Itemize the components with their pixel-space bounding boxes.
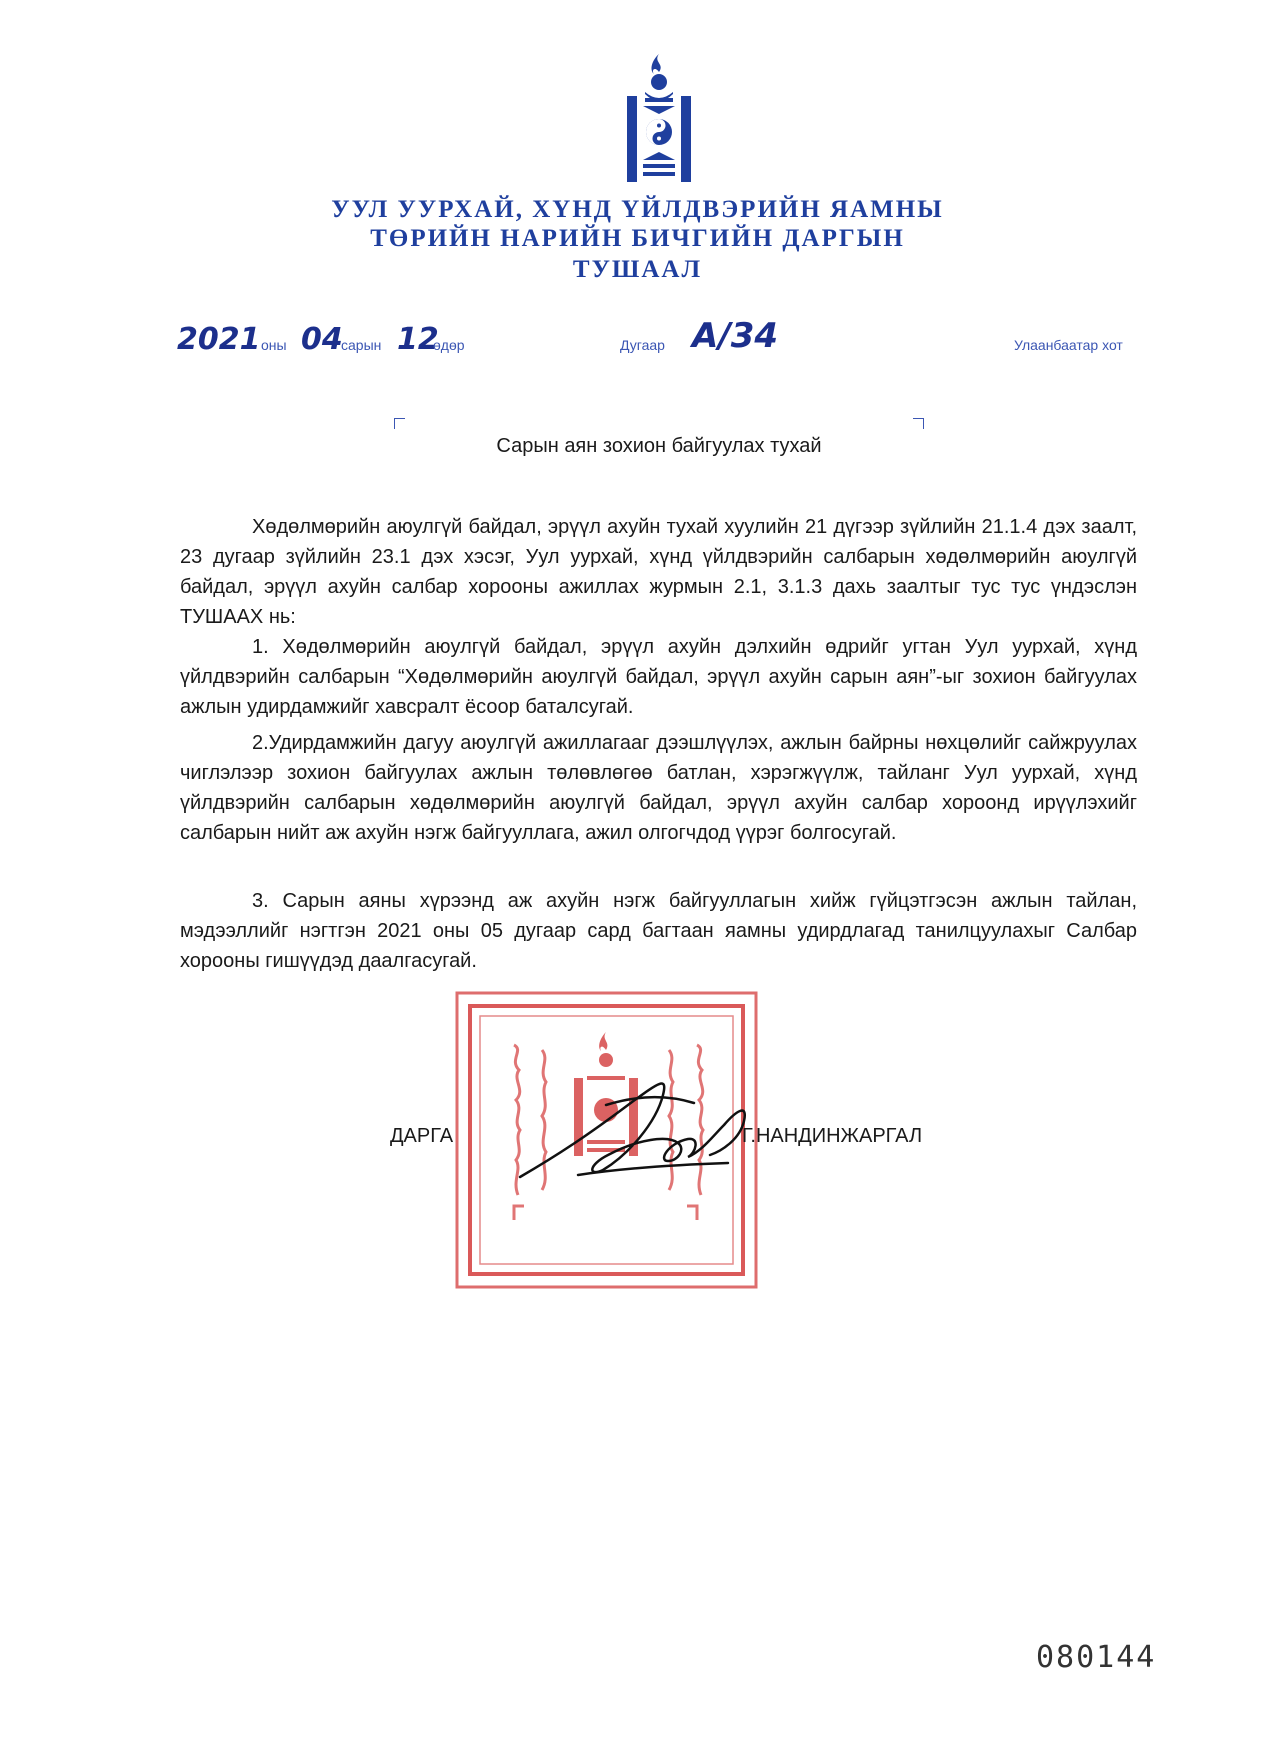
- soyombo-emblem-icon: [621, 52, 697, 184]
- day-label: өдөр: [433, 337, 465, 353]
- body-paragraph-preamble: Хөдөлмөрийн аюулгүй байдал, эрүүл ахуйн тухай хуулийн 21 дүгээр зүйлийн 21.1.4 дэх заалт, 23 дугаар зүйлийн 23.1 дэх хэсэг, Уул уурхай, хүнд үйлдвэрийн салбарын хөдөлмөрийн аюулгүй байдал, эрүүл ахуйн салбар хорооны ажиллах журмын 2.1, 3.1.3 дахь заалтыг тус тус үндэслэн ТУШААХ нь:: [180, 516, 1137, 628]
- signatory-position: ДАРГА: [390, 1125, 454, 1147]
- ministry-title: УУЛ УУРХАЙ, ХҮНД ҮЙЛДВЭРИЙН ЯАМНЫ: [331, 196, 944, 223]
- year-label: оны: [261, 337, 287, 353]
- document-serial-number: 080144: [1036, 1640, 1157, 1675]
- subject-title: Сарын аян зохион байгуулах тухай: [496, 435, 822, 457]
- subject-corner-left: [394, 418, 405, 429]
- body-paragraph-2: 2.Удирдамжийн дагуу аюулгүй ажиллагааг дээшлүүлэх, ажлын байрны нөхцөлийг сайжруулах чиглэлээр зохион байгуулах ажлын төлөвлөгөө батлан, хэрэгжүүлж, тайланг Уул уурхай, хүнд үйлдвэрийн салбарын хөдөлмөрийн аюулгүй байдал, эрүүл ахуйн салбар хороонд ирүүлэхийг салбарын нийт аж ахуйн нэгж байгууллага, ажил олгогчдод үүрэг болгосугай.: [180, 732, 1137, 844]
- subject-corner-right: [913, 418, 924, 429]
- document-type: ТУШААЛ: [572, 256, 703, 283]
- signatory-name: Г.НАНДИНЖАРГАЛ: [742, 1125, 923, 1147]
- body-paragraph-3: 3. Сарын аяны хүрээнд аж ахуйн нэгж байгууллагын хийж гүйцэтгэсэн ажлын тайлан, мэдээллийг нэгтгэн 2021 оны 05 дугаар сард багтаан яамны удирдлагад танилцуулахыг Салбар хорооны гишүүдэд даалгасугай.: [180, 890, 1137, 972]
- city-label: Улаанбаатар хот: [1014, 337, 1123, 353]
- order-number: А/34: [692, 316, 779, 356]
- office-title: ТӨРИЙН НАРИЙН БИЧГИЙН ДАРГЫН: [370, 225, 905, 252]
- signature-icon: [518, 1065, 778, 1195]
- date-month: 04: [301, 322, 343, 357]
- month-label: сарын: [341, 337, 382, 353]
- date-day: 12: [397, 322, 439, 357]
- body-paragraph-1: 1. Хөдөлмөрийн аюулгүй байдал, эрүүл ахуйн дэлхийн өдрийг угтан Уул уурхай, хүнд үйлдвэрийн салбарын “Хөдөлмөрийн аюулгүй байдал, эрүүл ахуйн сарын аян”-ыг зохион байгуулах ажлын удирдамжийг хавсралт ёсоор баталсугай.: [180, 636, 1137, 718]
- number-label: Дугаар: [620, 337, 665, 353]
- date-year: 2021: [177, 322, 261, 357]
